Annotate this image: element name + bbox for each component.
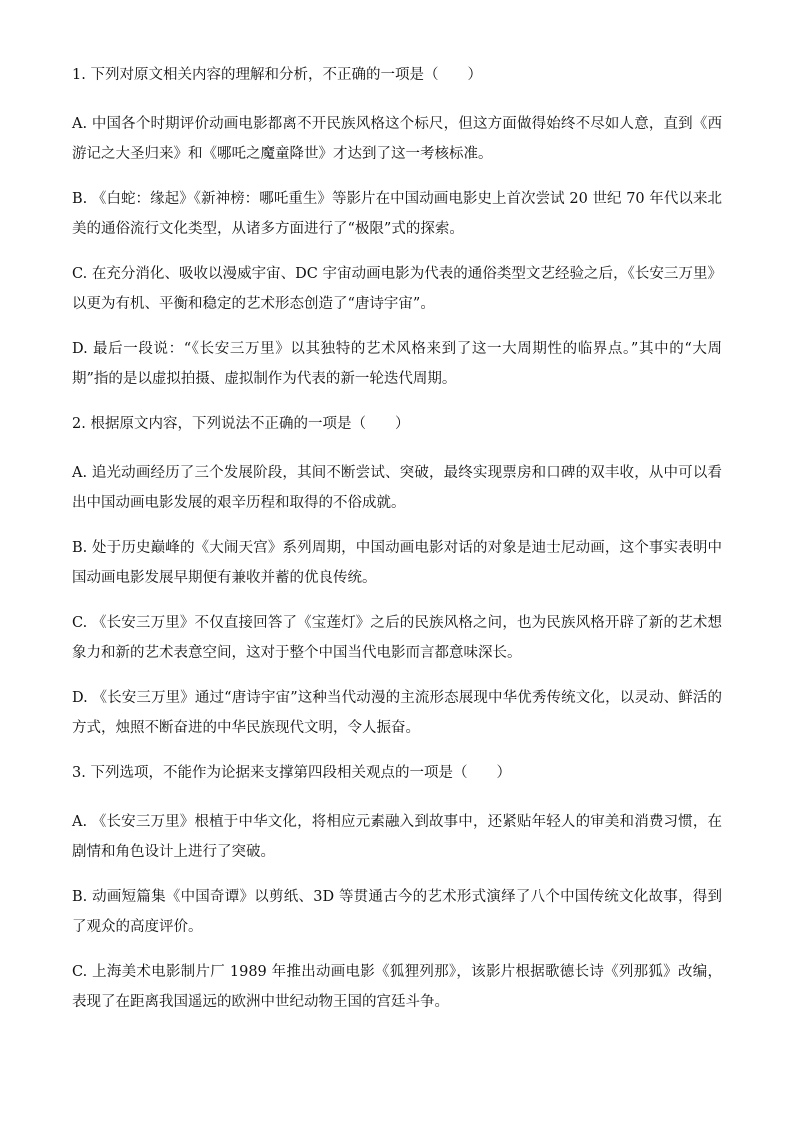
question-1-option-a: A. 中国各个时期评价动画电影都离不开民族风格这个标尺，但这方面做得始终不尽如人意，直到《西游记之大圣归来》和《哪吒之魔童降世》才达到了这一考核标准。 — [72, 116, 722, 162]
question-2-option-d: D. 《长安三万里》通过“唐诗宇宙”这种当代动漫的主流形态展现中华优秀传统文化，以灵动、鲜活的方式，烛照不断奋进的中华民族现代文明，令人振奋。 — [72, 690, 722, 736]
question-2 — [72, 409, 722, 743]
document-page — [72, 60, 722, 1032]
question-3 — [72, 758, 722, 1017]
question-3-option-a: A. 《长安三万里》根植于中华文化，将相应元素融入到故事中，还紧贴年轻人的审美和消费习惯，在剧情和角色设计上进行了突破。 — [72, 814, 722, 860]
question-3-stem: 3. 下列选项，不能作为论据来支撑第四段相关观点的一项是（ ） — [72, 765, 511, 781]
question-1-option-d: D. 最后一段说：“《长安三万里》以其独特的艺术风格来到了这一大周期性的临界点。”其中的“大周期”指的是以虚拟拍摄、虚拟制作为代表的新一轮迭代周期。 — [72, 341, 722, 387]
question-1-stem: 1. 下列对原文相关内容的理解和分析，不正确的一项是（ ） — [72, 67, 482, 83]
question-3-option-b: B. 动画短篇集《中国奇谭》以剪纸、3D 等贯通古今的艺术形式演绎了八个中国传统文化故事，得到了观众的高度评价。 — [72, 889, 722, 935]
question-2-stem: 2. 根据原文内容，下列说法不正确的一项是（ ） — [72, 416, 410, 432]
question-1-option-b: B. 《白蛇：缘起》《新神榜：哪吒重生》等影片在中国动画电影史上首次尝试 20 世纪 70 年代以来北美的通俗流行文化类型，从诸多方面进行了“极限”式的探索。 — [72, 191, 722, 237]
question-2-option-c: C. 《长安三万里》不仅直接回答了《宝莲灯》之后的民族风格之问，也为民族风格开辟了新的艺术想象力和新的艺术表意空间，这对于整个中国当代电影而言都意味深长。 — [72, 615, 722, 661]
question-3-option-c: C. 上海美术电影制片厂 1989 年推出动画电影《狐狸列那》，该影片根据歌德长诗《列那狐》改编，表现了在距离我国遥远的欧洲中世纪动物王国的宫廷斗争。 — [72, 964, 722, 1010]
question-2-option-a: A. 追光动画经历了三个发展阶段，其间不断尝试、突破，最终实现票房和口碑的双丰收，从中可以看出中国动画电影发展的艰辛历程和取得的不俗成就。 — [72, 465, 722, 511]
question-1-option-c: C. 在充分消化、吸收以漫威宇宙、DC 宇宙动画电影为代表的通俗类型文艺经验之后，《长安三万里》以更为有机、平衡和稳定的艺术形态创造了“唐诗宇宙”。 — [72, 266, 722, 312]
question-2-option-b: B. 处于历史巅峰的《大闹天宫》系列周期，中国动画电影对话的对象是迪士尼动画，这个事实表明中国动画电影发展早期便有兼收并蓄的优良传统。 — [72, 540, 722, 586]
question-1 — [72, 60, 722, 394]
